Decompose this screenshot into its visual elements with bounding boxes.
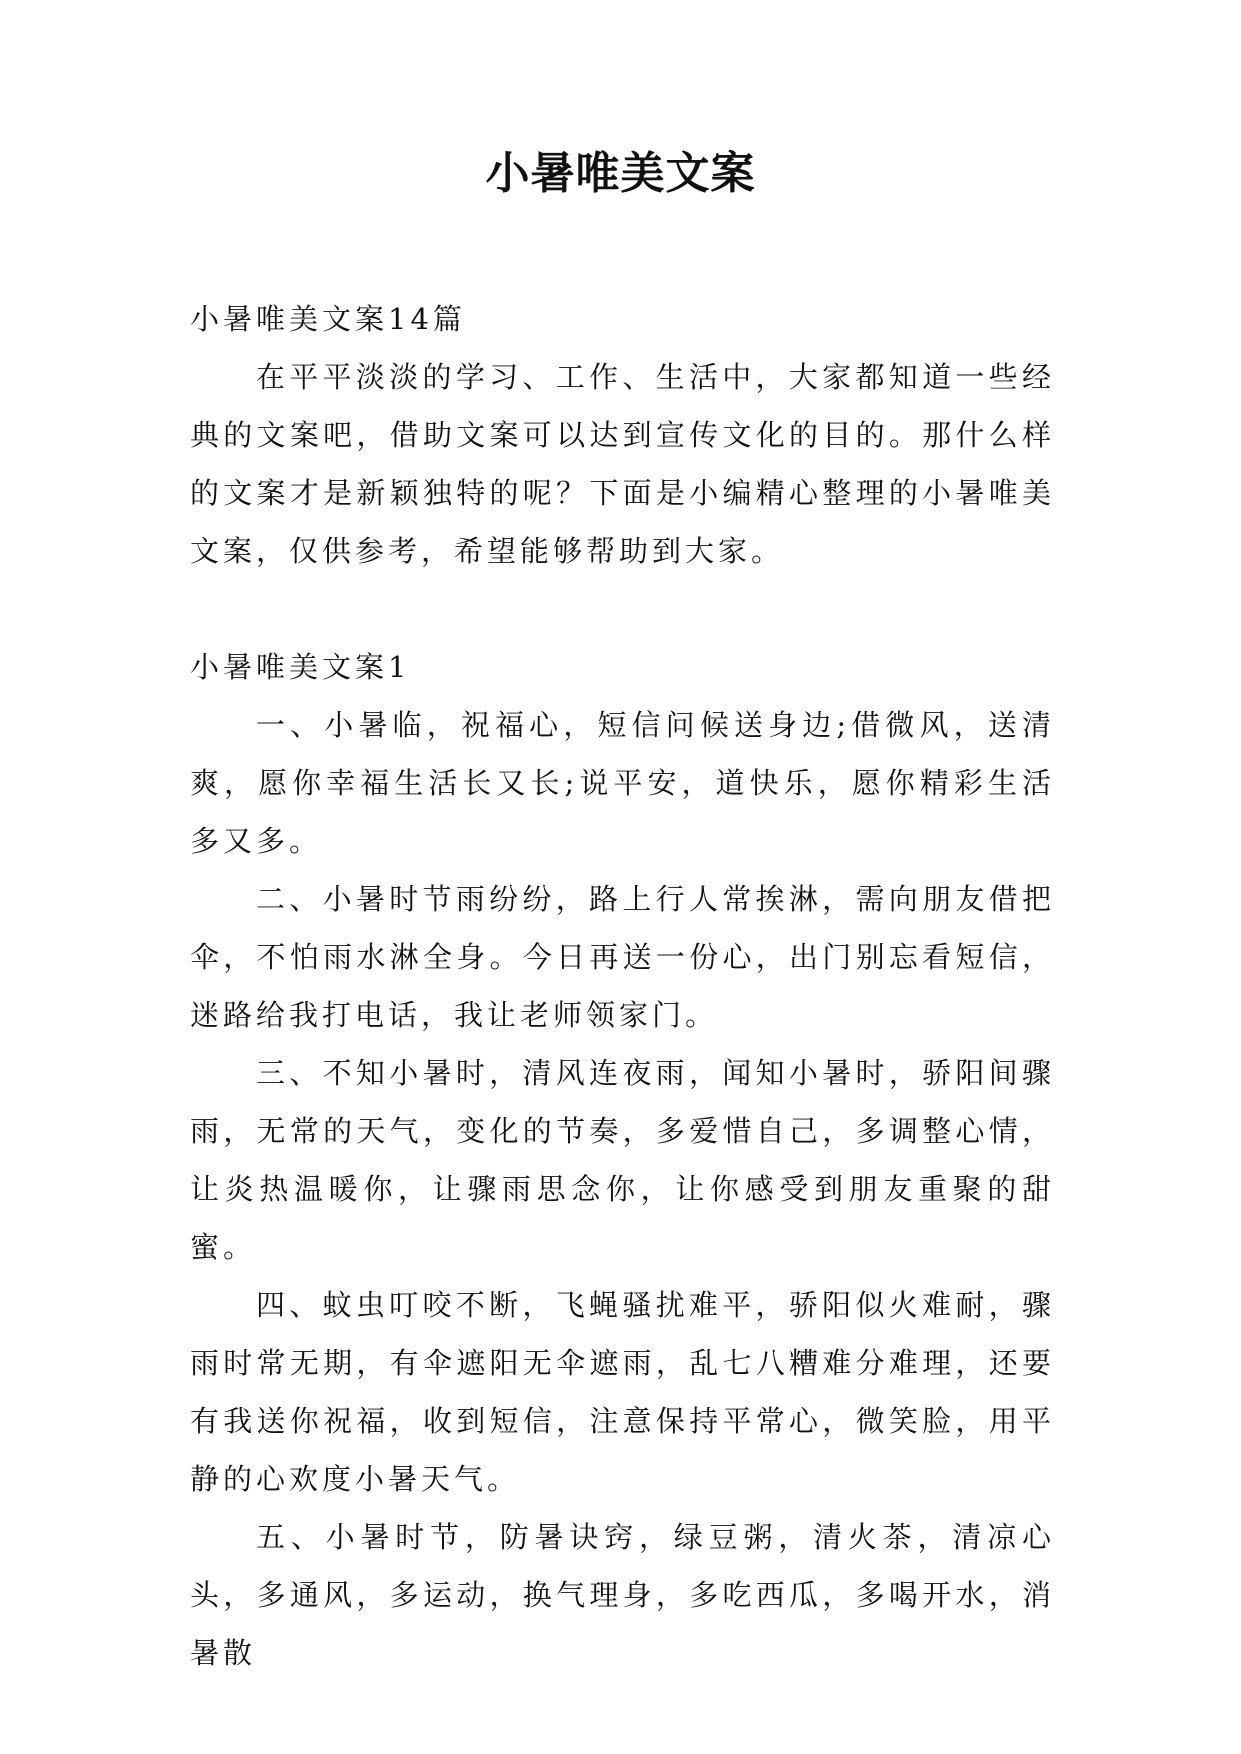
paragraph-3: 三、不知小暑时，清风连夜雨，闻知小暑时，骄阳间骤雨，无常的天气，变化的节奏，多爱惜自己，多调整心情，让炎热温暖你，让骤雨思念你，让你感受到朋友重聚的甜蜜。 (190, 1056, 1055, 1264)
intro-paragraph: 在平平淡淡的学习、工作、生活中，大家都知道一些经典的文案吧，借助文案可以达到宣传文化的目的。那什么样的文案才是新颖独特的呢？下面是小编精心整理的小暑唯美文案，仅供参考，希望能够帮助到大家。 (190, 360, 1055, 568)
document-body (190, 290, 1055, 1682)
paragraph-1: 一、小暑临，祝福心，短信问候送身边;借微风，送清爽，愿你幸福生活长又长;说平安，道快乐，愿你精彩生活多又多。 (190, 708, 1055, 858)
paragraph-4: 四、蚊虫叮咬不断，飞蝇骚扰难平，骄阳似火难耐，骤雨时常无期，有伞遮阳无伞遮雨，乱七八糟难分难理，还要有我送你祝福，收到短信，注意保持平常心，微笑脸，用平静的心欢度小暑天气。 (190, 1288, 1055, 1496)
paragraph-2: 二、小暑时节雨纷纷，路上行人常挨淋，需向朋友借把伞，不怕雨水淋全身。今日再送一份心，出门别忘看短信，迷路给我打电话，我让老师领家门。 (190, 882, 1055, 1032)
paragraph-5: 五、小暑时节，防暑诀窍，绿豆粥，清火茶，清凉心头，多通风，多运动，换气理身，多吃西瓜，多喝开水，消暑散 (190, 1520, 1055, 1670)
document-title: 小暑唯美文案 (485, 148, 756, 199)
paragraph-spacer (190, 580, 1055, 638)
section-heading: 小暑唯美文案1 (190, 650, 411, 684)
document-subtitle: 小暑唯美文案14篇 (190, 302, 466, 336)
